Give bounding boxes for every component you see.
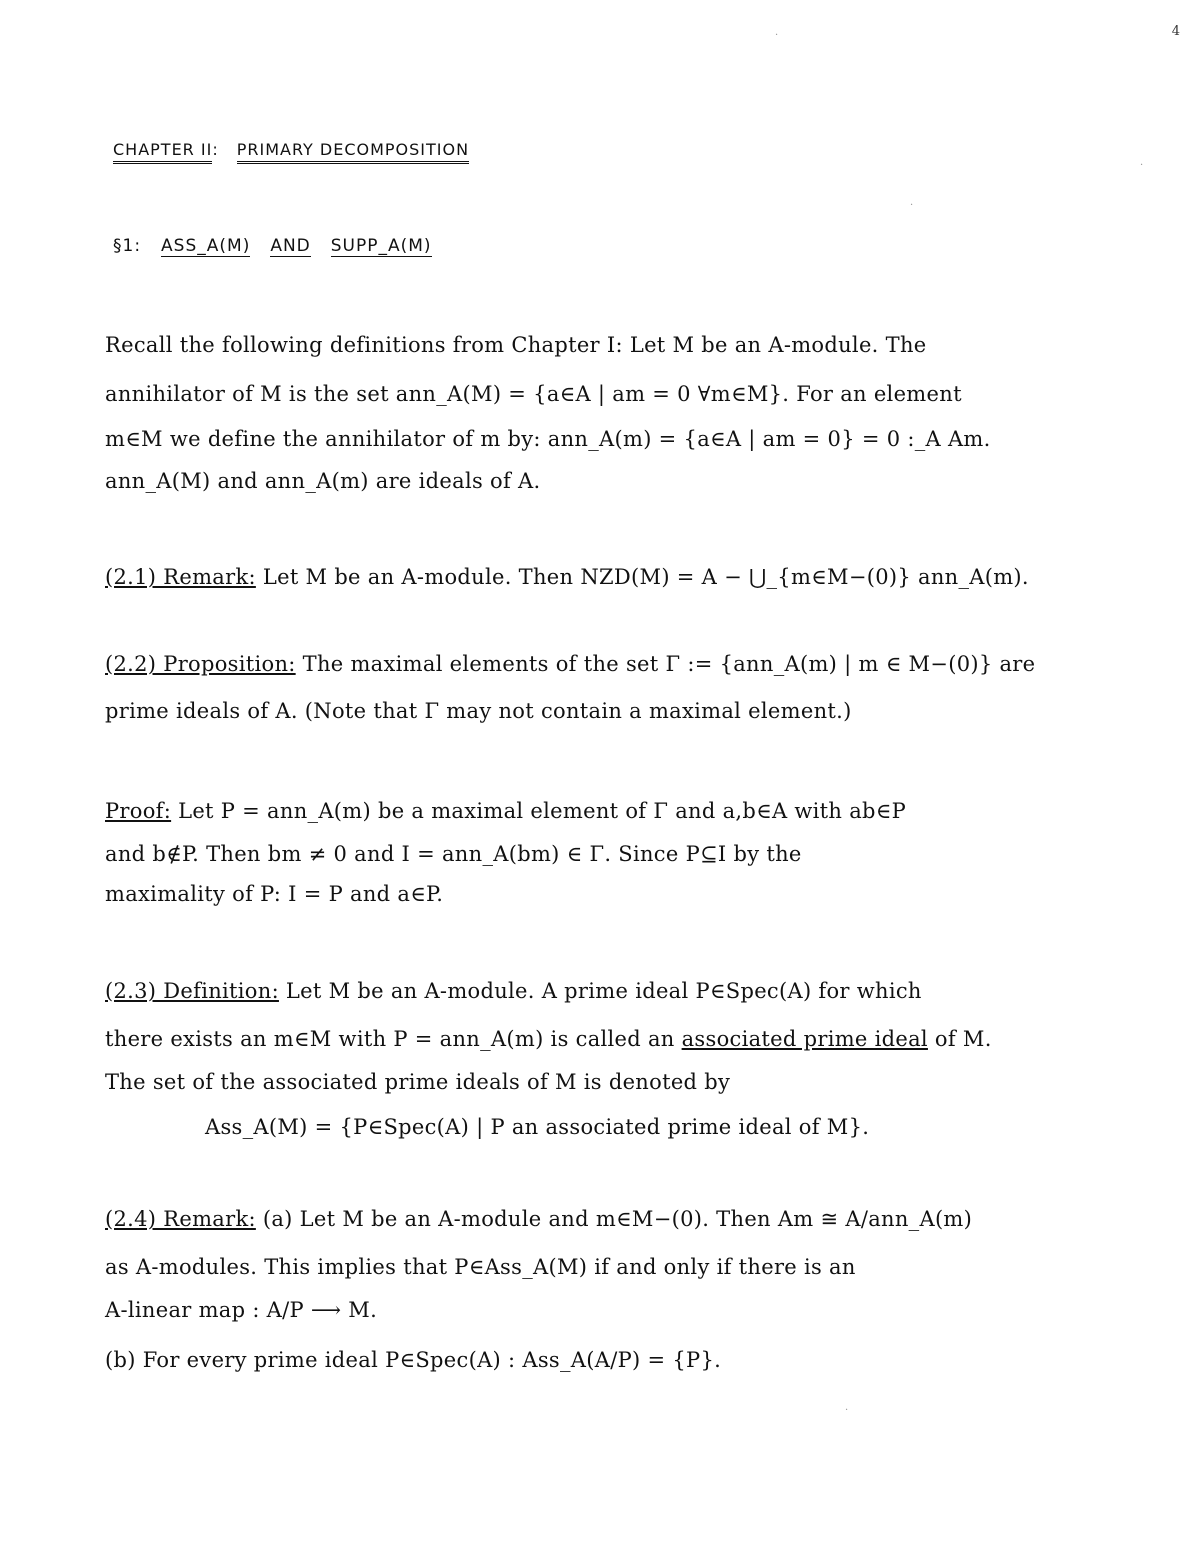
proof-label: Proof:: [105, 799, 172, 823]
scan-speck: ·: [845, 1405, 849, 1416]
chapter-label: CHAPTER II: [113, 140, 212, 164]
definition-2-3-text-c: of M.: [927, 1027, 992, 1051]
chapter-colon: :: [212, 140, 219, 159]
chapter-heading: [113, 140, 469, 159]
remark-2-1-text: Let M be an A-module. Then NZD(M) = A − ⋃_{m∈M−(0)} ann_A(m).: [255, 565, 1029, 589]
definition-2-3-line-1: [105, 977, 922, 1005]
definition-2-3-formula: Ass_A(M) = {P∈Spec(A) | P an associated prime ideal of M}.: [205, 1115, 870, 1139]
remark-2-4-text: (a) Let M be an A-module and m∈M−(0). Then Am ≅ A/ann_A(m): [255, 1207, 973, 1231]
chapter-title: PRIMARY DECOMPOSITION: [237, 140, 469, 164]
remark-2-4-line-3: A-linear map : A/P ⟶ M.: [105, 1298, 378, 1322]
definition-2-3-text-a: there exists an m∈M with P = ann_A(m) is called an: [105, 1027, 682, 1051]
proposition-2-2-line-2: prime ideals of A. (Note that Γ may not contain a maximal element.): [105, 699, 852, 723]
proof-line-1: [105, 797, 906, 825]
proposition-2-2-label: (2.2) Proposition:: [105, 652, 296, 676]
recall-line-2: annihilator of M is the set ann_A(M) = {a∈A | am = 0 ∀m∈M}. For an element: [105, 382, 962, 406]
remark-2-4-line-2: as A-modules. This implies that P∈Ass_A(M) if and only if there is an: [105, 1255, 856, 1279]
definition-2-3-line-2: [105, 1025, 992, 1053]
proof-text: Let P = ann_A(m) be a maximal element of Γ and a,b∈A with ab∈P: [171, 799, 907, 823]
section-number: §1:: [113, 236, 142, 256]
section-heading: [113, 236, 432, 256]
page-number: 4: [1171, 24, 1180, 39]
associated-prime-ideal-term: associated prime ideal: [681, 1027, 928, 1051]
proof-line-3: maximality of P: I = P and a∈P.: [105, 882, 444, 906]
remark-2-4-line-1: [105, 1205, 972, 1233]
section-part1: ASS_A(M): [161, 236, 251, 256]
remark-2-4-line-4: (b) For every prime ideal P∈Spec(A) : Ass_A(A/P) = {P}.: [105, 1348, 722, 1372]
section-part2: SUPP_A(M): [330, 236, 432, 256]
scan-speck: ·: [1140, 160, 1144, 171]
definition-2-3-label: (2.3) Definition:: [105, 979, 279, 1003]
proposition-2-2-line-1: [105, 650, 1035, 678]
remark-2-1-label: (2.1) Remark:: [105, 565, 256, 589]
recall-line-1: Recall the following definitions from Chapter I: Let M be an A-module. The: [105, 333, 927, 357]
proposition-2-2-text: The maximal elements of the set Γ := {ann_A(m) | m ∈ M−(0)} are: [295, 652, 1036, 676]
remark-2-4-label: (2.4) Remark:: [105, 1207, 256, 1231]
recall-line-4: ann_A(M) and ann_A(m) are ideals of A.: [105, 469, 541, 493]
definition-2-3-line-3: The set of the associated prime ideals of M is denoted by: [105, 1070, 731, 1094]
scan-speck: ·: [775, 30, 779, 41]
definition-2-3-text: Let M be an A-module. A prime ideal P∈Spec(A) for which: [278, 979, 922, 1003]
section-and: AND: [270, 236, 311, 256]
remark-2-1: [105, 563, 1029, 591]
recall-line-3: m∈M we define the annihilator of m by: ann_A(m) = {a∈A | am = 0} = 0 :_A Am.: [105, 427, 991, 451]
proof-line-2: and b∉P. Then bm ≠ 0 and I = ann_A(bm) ∈ Γ. Since P⊆I by the: [105, 842, 802, 866]
scan-speck: ·: [910, 200, 914, 211]
